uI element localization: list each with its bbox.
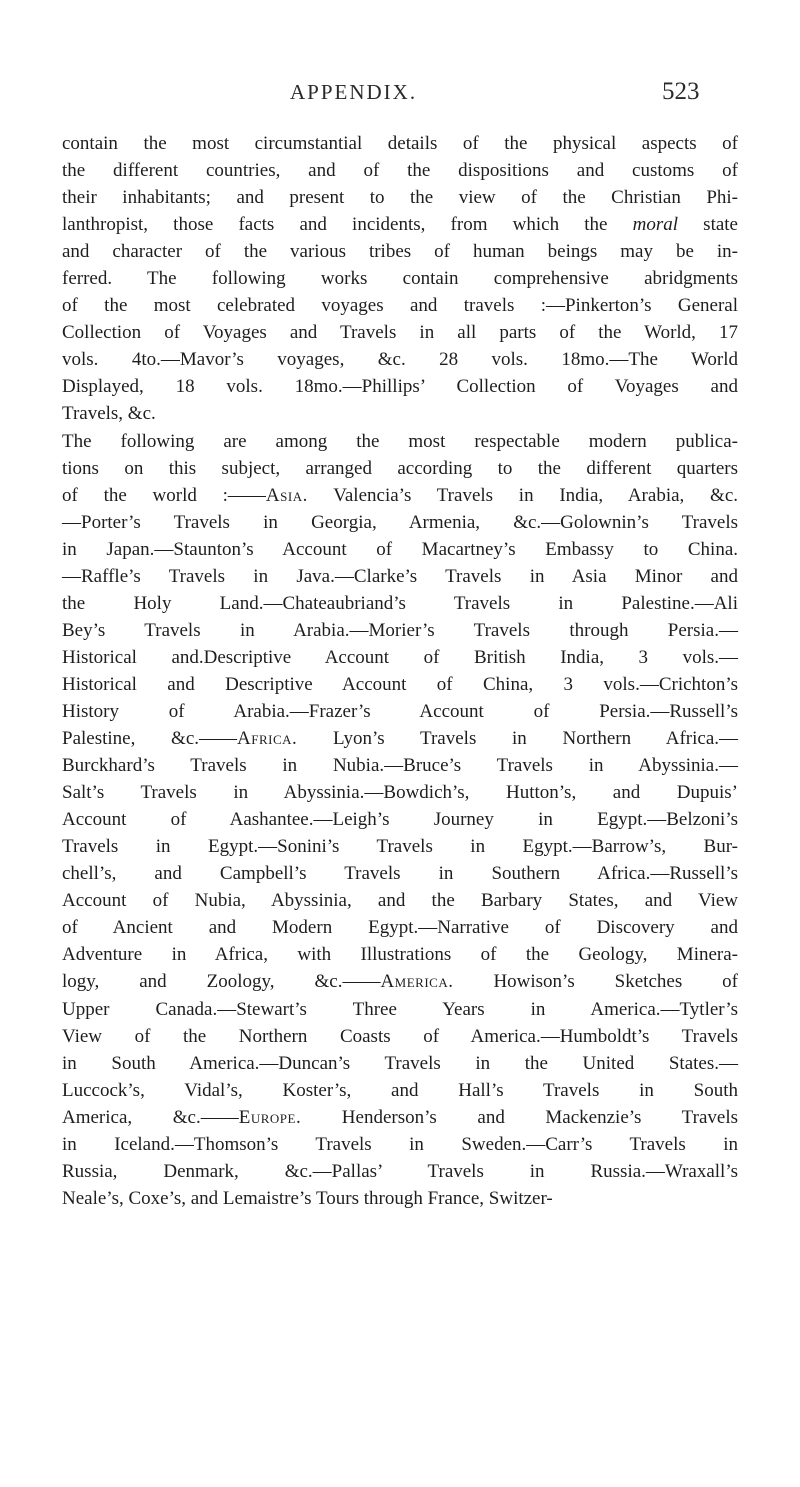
text-line [62, 887, 738, 914]
text-line [62, 292, 738, 319]
italic-word: moral [632, 214, 679, 236]
text-segment: Salt’s Travels in Abyssinia.—Bowdich’s, Hutton’s, and Dupuis’ [62, 782, 738, 804]
text-line [62, 860, 738, 887]
text-segment: Howison’s Sketches of [453, 971, 738, 993]
text-segment: The following are among the most respectable modern publica- [62, 430, 738, 452]
text-segment: Account of Aashantee.—Leigh’s Journey in Egypt.—Belzoni’s [62, 809, 738, 831]
text-line [62, 157, 738, 184]
text-line [62, 725, 738, 752]
text-line [62, 482, 738, 509]
body-text [62, 130, 738, 1212]
text-segment: state [678, 214, 738, 236]
text-line [62, 941, 738, 968]
text-segment: Palestine, &c.—— [62, 728, 237, 750]
text-line [62, 1158, 738, 1185]
text-segment: of the world :—— [62, 484, 266, 506]
text-line [62, 211, 738, 238]
text-segment: and character of the various tribes of human beings may be in- [62, 241, 738, 263]
text-segment: Upper Canada.—Stewart’s Three Years in America.—Tytler’s [62, 998, 738, 1020]
text-segment: Travels in Egypt.—Sonini’s Travels in Egypt.—Barrow’s, Bur- [62, 836, 738, 858]
text-segment: —Raffle’s Travels in Java.—Clarke’s Travels in Asia Minor and [62, 565, 738, 587]
text-line [62, 914, 738, 941]
text-segment: Russia, Denmark, &c.—Pallas’ Travels in Russia.—Wraxall’s [62, 1160, 738, 1182]
text-segment: the different countries, and of the dispositions and customs of [62, 160, 738, 182]
section-heading: America. [380, 971, 454, 993]
text-line [62, 833, 738, 860]
text-segment: Lyon’s Travels in Northern Africa.— [297, 728, 738, 750]
text-segment: Displayed, 18 vols. 18mo.—Phillips’ Collection of Voyages and [62, 376, 738, 398]
text-segment: in Iceland.—Thomson’s Travels in Sweden.—Carr’s Travels in [62, 1133, 738, 1155]
page-header [0, 80, 800, 110]
text-segment: Adventure in Africa, with Illustrations of the Geology, Minera- [62, 944, 738, 966]
text-line [62, 1077, 738, 1104]
text-segment: the Holy Land.—Chateaubriand’s Travels in Palestine.—Ali [62, 592, 738, 614]
text-segment: Account of Nubia, Abyssinia, and the Barbary States, and View [62, 890, 738, 912]
text-line [62, 400, 738, 427]
text-segment: lanthropist, those facts and incidents, from which the [62, 214, 633, 236]
text-segment: of Ancient and Modern Egypt.—Narrative of Discovery and [62, 917, 738, 939]
text-segment: contain the most circumstantial details of the physical aspects of [62, 133, 738, 154]
text-line [62, 590, 738, 617]
text-line [62, 428, 738, 455]
running-head: APPENDIX. [290, 80, 418, 104]
text-segment: Neale’s, Coxe’s, and Lemaistre’s Tours through France, Switzer- [62, 1187, 553, 1209]
text-segment: Henderson’s and Mackenzie’s Travels [301, 1106, 738, 1128]
text-segment: View of the Northern Coasts of America.—Humboldt’s Travels [62, 1025, 738, 1047]
text-line [62, 996, 738, 1023]
text-line [62, 346, 738, 373]
text-segment: History of Arabia.—Frazer’s Account of Persia.—Russell’s [62, 700, 738, 722]
text-segment: vols. 4to.—Mavor’s voyages, &c. 28 vols. 18mo.—The World [62, 349, 738, 371]
text-line [62, 184, 738, 211]
section-heading: Asia. [265, 484, 308, 506]
text-segment: Travels, &c. [62, 403, 156, 425]
text-segment: Historical and Descriptive Account of China, 3 vols.—Crichton’s [62, 673, 738, 695]
text-line [62, 617, 738, 644]
text-line [62, 698, 738, 725]
text-segment: Burckhard’s Travels in Nubia.—Bruce’s Travels in Abyssinia.— [62, 755, 738, 777]
text-line [62, 130, 738, 157]
text-segment: tions on this subject, arranged according to the different quarters [62, 457, 738, 479]
page-number: 523 [662, 78, 700, 105]
text-segment: —Porter’s Travels in Georgia, Armenia, &c.—Golownin’s Travels [62, 511, 738, 533]
text-segment: Valencia’s Travels in India, Arabia, &c. [307, 484, 738, 506]
text-segment: Luccock’s, Vidal’s, Koster’s, and Hall’s Travels in South [62, 1079, 738, 1101]
text-line [62, 752, 738, 779]
text-line [62, 319, 738, 346]
text-line [62, 1104, 738, 1131]
section-heading: Europe. [238, 1106, 302, 1128]
text-segment: in South America.—Duncan’s Travels in the United States.— [62, 1052, 738, 1074]
text-line [62, 968, 738, 995]
text-line [62, 238, 738, 265]
text-line [62, 1131, 738, 1158]
text-line [62, 806, 738, 833]
text-line [62, 509, 738, 536]
text-segment: in Japan.—Staunton’s Account of Macartney’s Embassy to China. [62, 538, 738, 560]
text-segment: ferred. The following works contain comprehensive abridgments [62, 268, 738, 290]
text-segment: of the most celebrated voyages and travels :—Pinkerton’s General [62, 295, 738, 317]
text-line [62, 536, 738, 563]
text-segment: America, &c.—— [62, 1106, 239, 1128]
text-line [62, 671, 738, 698]
text-segment: Bey’s Travels in Arabia.—Morier’s Travels through Persia.— [62, 619, 738, 641]
text-line [62, 1023, 738, 1050]
text-line [62, 563, 738, 590]
text-segment: Historical and.Descriptive Account of British India, 3 vols.— [62, 646, 738, 668]
text-line [62, 779, 738, 806]
text-segment: their inhabitants; and present to the view of the Christian Phi- [62, 187, 738, 209]
text-line [62, 644, 738, 671]
text-segment: chell’s, and Campbell’s Travels in Southern Africa.—Russell’s [62, 863, 738, 885]
text-line [62, 455, 738, 482]
text-line [62, 1185, 738, 1212]
text-line [62, 1050, 738, 1077]
text-line [62, 373, 738, 400]
text-segment: Collection of Voyages and Travels in all parts of the World, 17 [62, 322, 738, 344]
text-segment: logy, and Zoology, &c.—— [62, 971, 381, 993]
text-line [62, 265, 738, 292]
section-heading: Africa. [237, 728, 298, 750]
